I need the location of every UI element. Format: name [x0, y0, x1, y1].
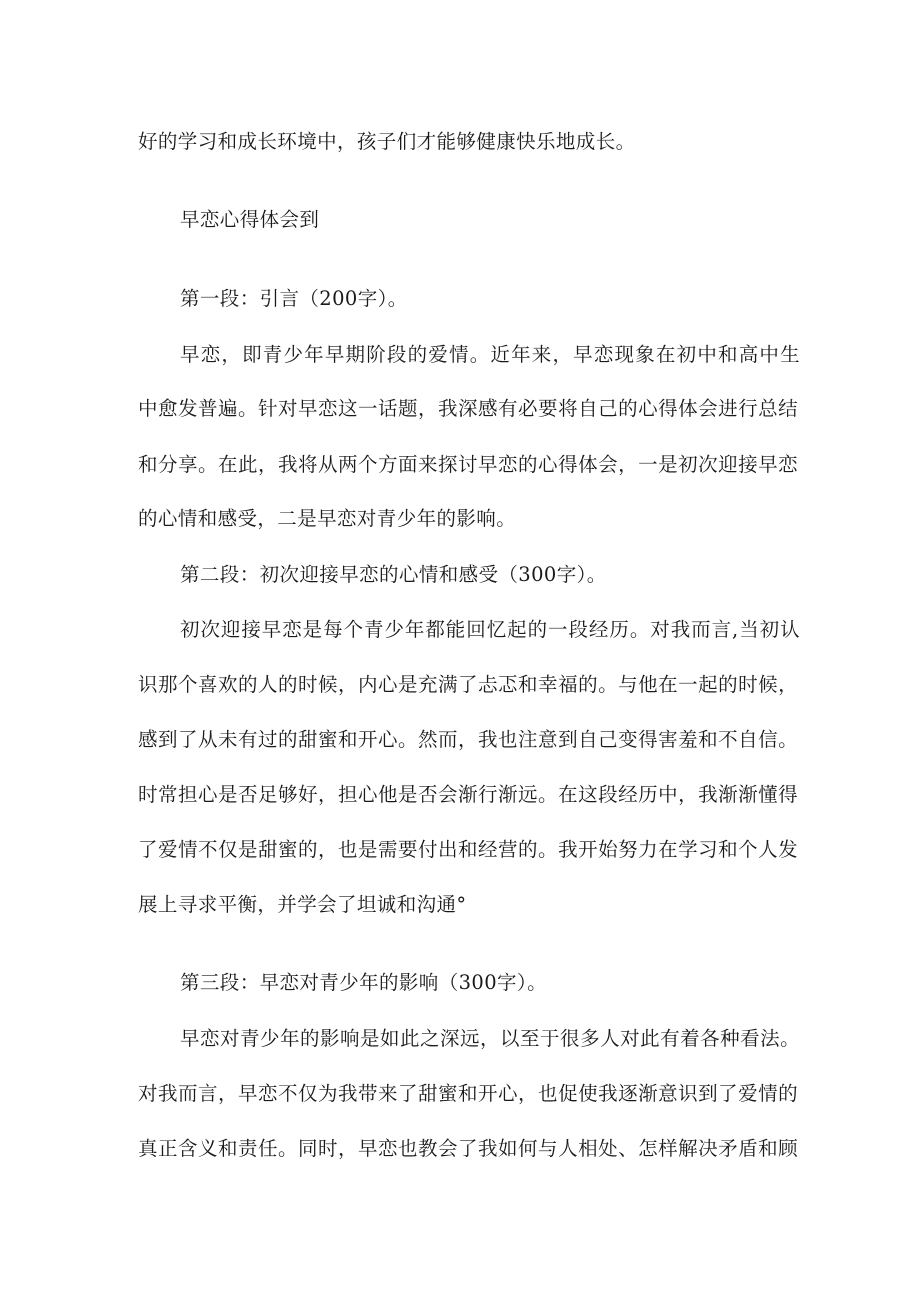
paragraph-line: 识那个喜欢的人的时候，内心是充满了忐忑和幸福的。与他在一起的时候，	[138, 673, 798, 696]
paragraph-line: 时常担心是否足够好，担心他是否会渐行渐远。在这段经历中，我渐渐懂得	[138, 783, 798, 806]
paragraph-line: 和分享。在此，我将从两个方面来探讨早恋的心得体会，一是初次迎接早恋	[138, 453, 798, 476]
paragraph-line: 中愈发普遍。针对早恋这一话题，我深感有必要将自己的心得体会进行总结	[138, 397, 798, 420]
paragraph-line: 了爱情不仅是甜蜜的，也是需要付出和经营的。我开始努力在学习和个人发	[138, 838, 798, 861]
paragraph-line: 的心情和感受，二是早恋对青少年的影响。	[138, 507, 517, 530]
section-heading-1: 第一段：引言（200字）。	[180, 287, 408, 310]
paragraph-line: 真正含义和责任。同时，早恋也教会了我如何与人相处、怎样解决矛盾和顾	[138, 1137, 798, 1160]
paragraph-line: 展上寻求平衡，并学会了坦诚和沟通°	[138, 893, 467, 916]
paragraph-line: 早恋，即青少年早期阶段的爱情。近年来，早恋现象在初中和高中生	[180, 343, 800, 366]
document-title: 早恋心得体会到	[180, 208, 320, 231]
paragraph-line: 初次迎接早恋是每个青少年都能回忆起的一段经历。对我而言,当初认	[180, 618, 800, 641]
section-heading-3: 第三段：早恋对青少年的影响（300字）。	[180, 971, 547, 994]
paragraph-line: 好的学习和成长环境中，孩子们才能够健康快乐地成长。	[138, 130, 636, 153]
paragraph-line: 感到了从未有过的甜蜜和开心。然而，我也注意到自己变得害羞和不自信。	[138, 728, 798, 751]
paragraph-line: 早恋对青少年的影响是如此之深远，以至于很多人对此有着各种看法。	[180, 1027, 800, 1050]
paragraph-line: 对我而言，早恋不仅为我带来了甜蜜和开心，也促使我逐渐意识到了爱情的	[138, 1082, 798, 1105]
section-heading-2: 第二段：初次迎接早恋的心情和感受（300字）。	[180, 563, 607, 586]
